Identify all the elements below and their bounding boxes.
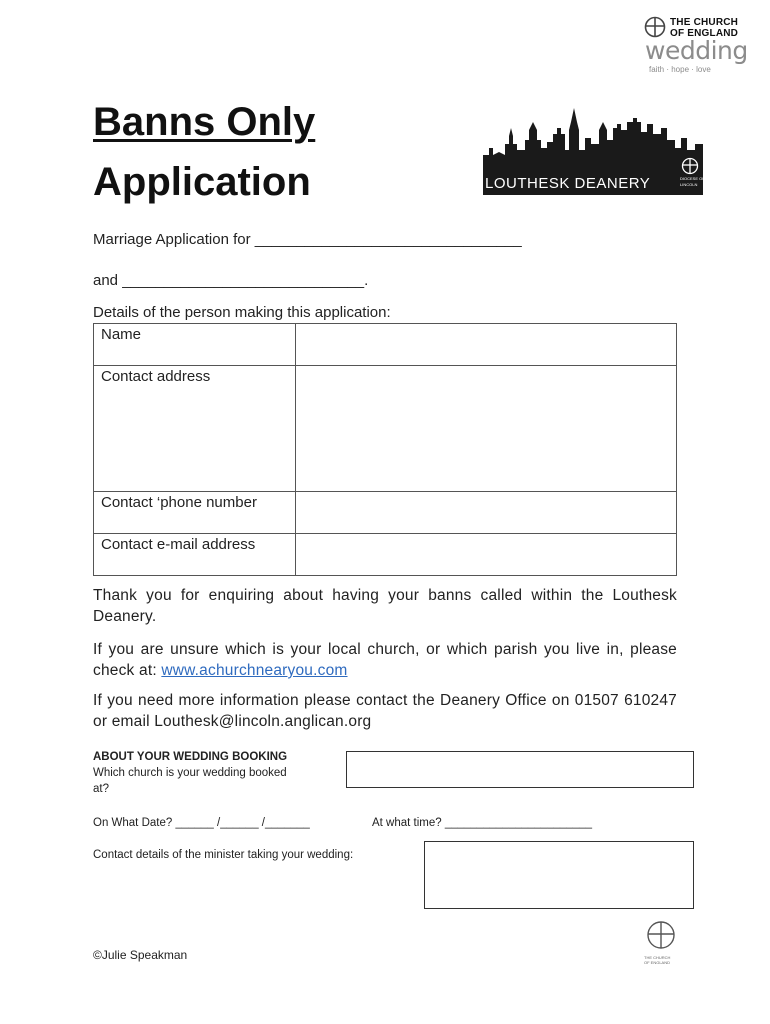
phone-field[interactable] [296,492,677,534]
cofe-wedding-logo [640,14,750,76]
applicant-details-table [93,323,677,576]
church-question-line2: at? [93,783,109,795]
contact-info-paragraph: If you need more information please contact the Deanery Office on 01507 610247 or email Louthesk@lincoln.anglican.org [93,692,677,730]
name-label: Name [94,324,296,366]
minister-question: Contact details of the minister taking your wedding: [93,849,354,861]
intro-paragraph: Thank you for enquiring about having your banns called within the Louthesk Deanery. [93,587,677,625]
deanery-logo [481,100,706,195]
table-row [94,366,677,492]
church-booked-field[interactable] [346,751,694,788]
deanery-label: LOUTHESK DEANERY [485,175,651,192]
and-line[interactable]: and _____________________________. [93,272,369,289]
booking-heading: ABOUT YOUR WEDDING BOOKING [93,751,288,763]
address-label: Contact address [94,366,296,492]
minister-details-field[interactable] [424,841,694,909]
table-row [94,492,677,534]
details-heading: Details of the person making this application: [93,304,391,321]
marriage-application-line[interactable]: Marriage Application for ________________________________ [93,231,522,248]
page-title-line1: Banns Only [93,100,316,144]
table-row [94,534,677,576]
table-row [94,324,677,366]
address-field[interactable] [296,366,677,492]
phone-label: Contact ‘phone number [94,492,296,534]
logo-org-line2: OF ENGLAND [670,28,739,39]
wedding-time-line[interactable]: At what time? _______________________ [372,817,592,829]
copyright-text: ©Julie Speakman [93,948,188,962]
footer-cofe-logo [644,920,680,964]
footer-logo-text2: OF ENGLAND [644,960,671,965]
church-question-line1: Which church is your wedding booked [93,767,287,779]
footer-cross-icon [644,920,680,950]
achurchnearyou-link[interactable]: www.achurchnearyou.com [161,662,348,679]
deanery-sub2: LINCOLN [680,182,698,187]
email-label: Contact e-mail address [94,534,296,576]
local-church-paragraph [93,639,677,681]
footer-logo-text1: THE CHURCH [644,955,671,960]
local-church-text: If you are unsure which is your local church, or which parish you live in, please check at: [93,641,677,679]
logo-tagline: faith · hope · love [649,65,711,74]
deanery-sub1: DIOCESE OF [680,176,705,181]
wedding-date-line[interactable]: On What Date? ______ /______ /_______ [93,817,310,829]
logo-org-line1: THE CHURCH [670,17,739,28]
diocese-cross-icon [681,157,699,175]
name-field[interactable] [296,324,677,366]
email-field[interactable] [296,534,677,576]
cofe-cross-icon [644,16,666,38]
page-title-line2: Application [93,160,311,204]
logo-wedding-word: wedding [645,36,748,65]
